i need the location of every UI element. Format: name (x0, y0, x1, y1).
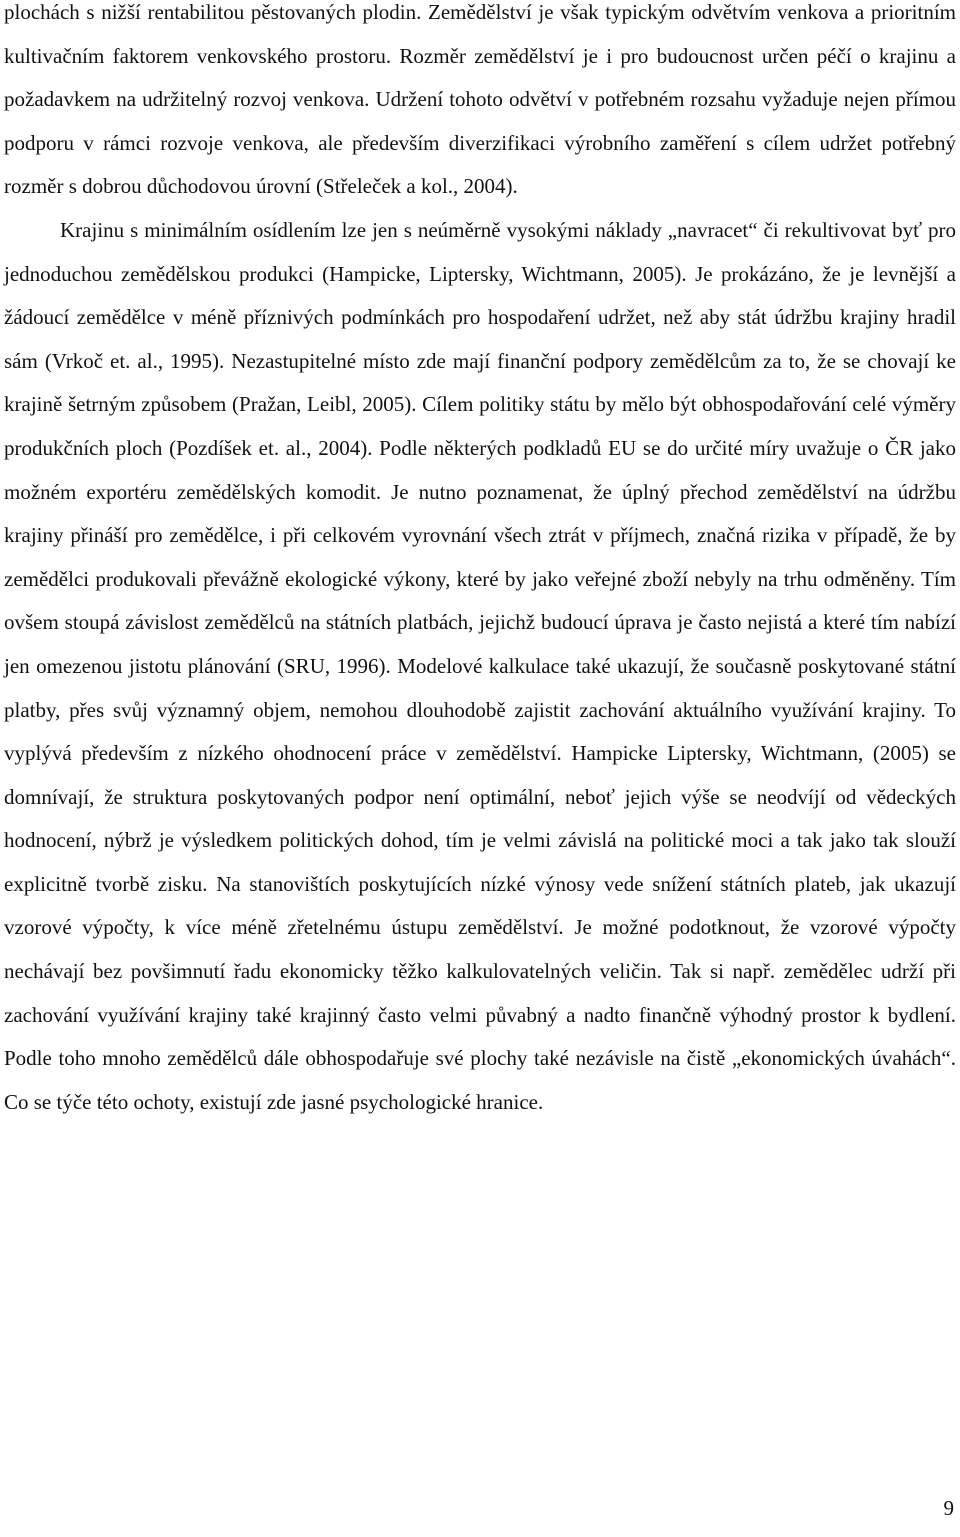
paragraph-1: plochách s nižší rentabilitou pěstovaných plodin. Zemědělství je však typickým odvětvím venkova a prioritním kultivačním faktorem venkovského prostoru. Rozměr zemědělství je i pro budoucnost určen péčí o krajinu a požadavkem na udržitelný rozvoj venkova. Udržení tohoto odvětví v potřebném rozsahu vyžaduje nejen přímou podporu v rámci rozvoje venkova, ale především diverzifikaci výrobního zaměření s cílem udržet potřebný rozměr s dobrou důchodovou úrovní (Střeleček a kol., 2004). (4, 0, 956, 199)
document-page (4, 0, 956, 1124)
page-number: 9 (943, 1496, 954, 1520)
paragraph-2: Krajinu s minimálním osídlením lze jen s neúměrně vysokými náklady „navracet“ či rekultivovat byť pro jednoduchou zemědělskou produkci (Hampicke, Liptersky, Wichtmann, 2005). Je prokázáno, že je levnější a žádoucí zemědělce v méně příznivých podmínkách pro hospodaření udržet, než aby stát údržbu krajiny hradil sám (Vrkoč et. al., 1995). Nezastupitelné místo zde mají finanční podpory zemědělcům za to, že se chovají ke krajině šetrným způsobem (Pražan, Leibl, 2005). Cílem politiky státu by mělo být obhospodařování celé výměry produkčních ploch (Pozdíšek et. al., 2004). Podle některých podkladů EU se do určité míry uvažuje o ČR jako možném exportéru zemědělských komodit. Je nutno poznamenat, že úplný přechod zemědělství na údržbu krajiny přináší pro zemědělce, i při celkovém vyrovnání všech ztrát v příjmech, značná rizika v případě, že by zemědělci produkovali převážně ekologické výkony, které by jako veřejné zboží nebyly na trhu odměněny. Tím ovšem stoupá závislost zemědělců na státních platbách, jejichž budoucí úprava je často nejistá a které tím nabízí jen omezenou jistotu plánování (SRU, 1996). Modelové kalkulace také ukazují, že současně poskytované státní platby, přes svůj významný objem, nemohou dlouhodobě zajistit zachování aktuálního využívání krajiny. To vyplývá především z nízkého ohodnocení práce v zemědělství. Hampicke Liptersky, Wichtmann, (2005) se domnívají, že struktura poskytovaných podpor není optimální, neboť jejich výše se neodvíjí od vědeckých hodnocení, nýbrž je výsledkem politických dohod, tím je velmi závislá na politické moci a tak jako tak slouží explicitně tvorbě zisku. Na stanovištích poskytujících nízké výnosy vede snížení státních plateb, jak ukazují vzorové výpočty, k více méně zřetelnému ústupu zemědělství. Je možné podotknout, že vzorové výpočty nechávají bez povšimnutí řadu ekonomicky těžko kalkulovatelných veličin. Tak si např. zemědělec udrží při zachování využívání krajiny také krajinný často velmi půvabný a nadto finančně výhodný prostor k bydlení. Podle toho mnoho zemědělců dále obhospodařuje své plochy také nezávisle na čistě „ekonomických úvahách“. Co se týče této ochoty, existují zde jasné psychologické hranice. (4, 217, 956, 1114)
